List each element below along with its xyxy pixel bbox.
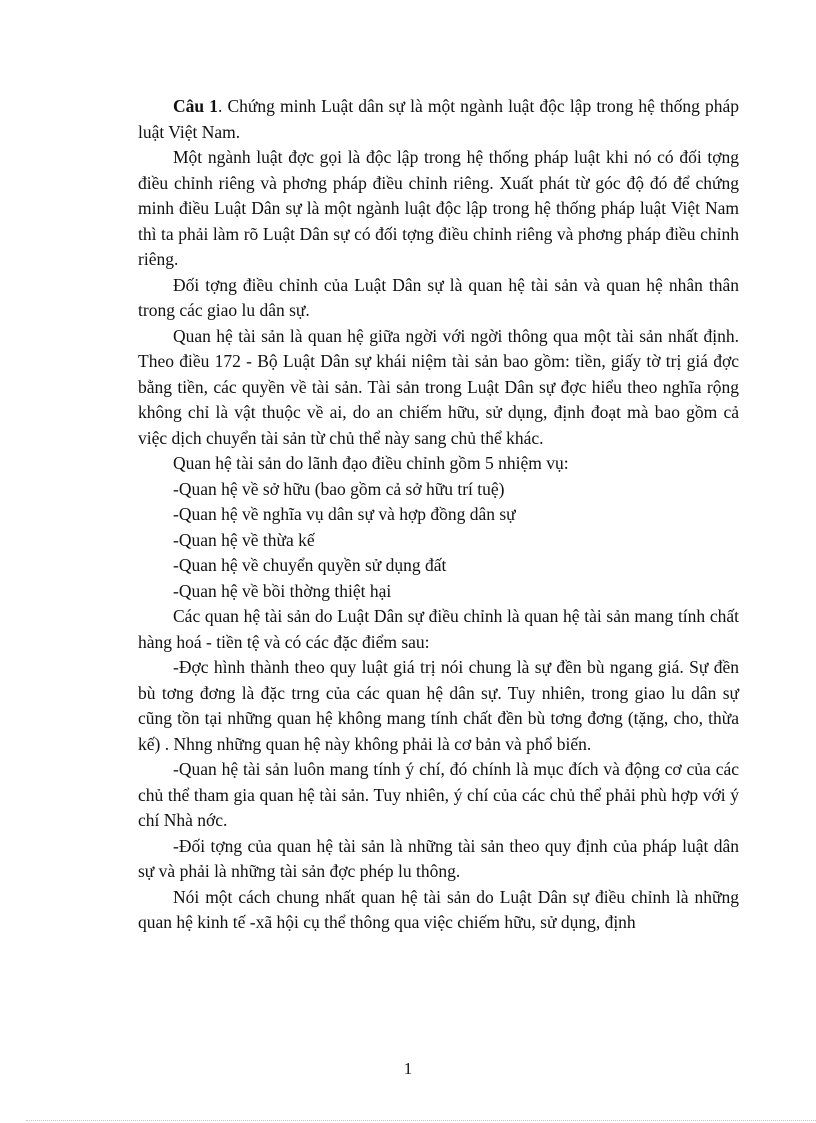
- paragraph-subject: Đối tợng điều chỉnh của Luật Dân sự là quan hệ tài sản và quan hệ nhân thân trong các giao lu dân sự.: [138, 274, 739, 320]
- page-number: 1: [403, 1059, 413, 1078]
- paragraph-tasks-intro: Quan hệ tài sản do lãnh đạo điều chỉnh gồm 5 nhiệm vụ:: [173, 453, 569, 473]
- list-item: -Quan hệ về thừa kế: [173, 529, 315, 550]
- paragraph-summary: Nói một cách chung nhất quan hệ tài sản do Luật Dân sự điều chỉnh là những quan hệ kinh tế -xã hội cụ thể thông qua việc chiếm hữu, sử dụng, định: [138, 886, 739, 932]
- document-body: [138, 94, 739, 936]
- question-label: Câu 1: [173, 96, 218, 116]
- list-item: -Quan hệ về nghĩa vụ dân sự và hợp đồng dân sự: [173, 504, 516, 524]
- paragraph-characteristic-1: -Đợc hình thành theo quy luật giá trị nói chung là sự đền bù ngang giá. Sự đền bù tơng đơng là đặc trng của các quan hệ dân sự. Tuy nhiên, trong giao lu dân sự cũng tồn tại những quan hệ không mang tính chất đền bù tơng đơng (tặng, cho, thừa kế) . Nhng những quan hệ này không phải là cơ bản và phổ biến.: [138, 657, 739, 754]
- question-text: . Chứng minh Luật dân sự là một ngành luật độc lập trong hệ thống pháp luật Việt Nam.: [138, 96, 740, 142]
- paragraph-characteristic-3: -Đối tợng của quan hệ tài sản là những tài sản theo quy định của pháp luật dân sự và phải là những tài sản đợc phép lu thông.: [138, 835, 739, 881]
- list-item: -Quan hệ về chuyển quyền sử dụng đất: [173, 555, 447, 575]
- paragraph-characteristic-2: -Quan hệ tài sản luôn mang tính ý chí, đó chính là mục đích và động cơ của các chủ thể tham gia quan hệ tài sản. Tuy nhiên, ý chí của các chủ thể phải phù hợp với ý chí Nhà nớc.: [138, 759, 739, 830]
- list-item: -Quan hệ về bồi thờng thiệt hại: [173, 580, 392, 601]
- paragraph-intro: Một ngành luật đợc gọi là độc lập trong hệ thống pháp luật khi nó có đối tợng điều chỉnh riêng và phơng pháp điều chỉnh riêng. Xuất phát từ góc độ đó để chứng minh điều Luật Dân sự là một ngành luật độc lập trong hệ thống pháp luật Việt Nam thì ta phải làm rõ Luật Dân sự có đối tợng điều chỉnh riêng và phơng pháp điều chỉnh riêng.: [138, 147, 739, 269]
- list-item: -Quan hệ về sở hữu (bao gồm cả sở hữu trí tuệ): [173, 478, 505, 499]
- page-bottom-divider: [26, 1120, 816, 1121]
- paragraph-property-relation: Quan hệ tài sản là quan hệ giữa ngời với ngời thông qua một tài sản nhất định. Theo điều 172 - Bộ Luật Dân sự khái niệm tài sản bao gồm: tiền, giấy tờ trị giá đợc bằng tiền, các quyền về tài sản. Tài sản trong Luật Dân sự đợc hiểu theo nghĩa rộng không chỉ là vật thuộc về ai, do an chiếm hữu, sử dụng, định đoạt mà bao gồm cả việc dịch chuyển tài sản từ chủ thể này sang chủ thể khác.: [138, 325, 739, 448]
- paragraph-characteristics-intro: Các quan hệ tài sản do Luật Dân sự điều chỉnh là quan hệ tài sản mang tính chất hàng hoá - tiền tệ và có các đặc điểm sau:: [138, 606, 739, 652]
- question-heading: [138, 94, 739, 145]
